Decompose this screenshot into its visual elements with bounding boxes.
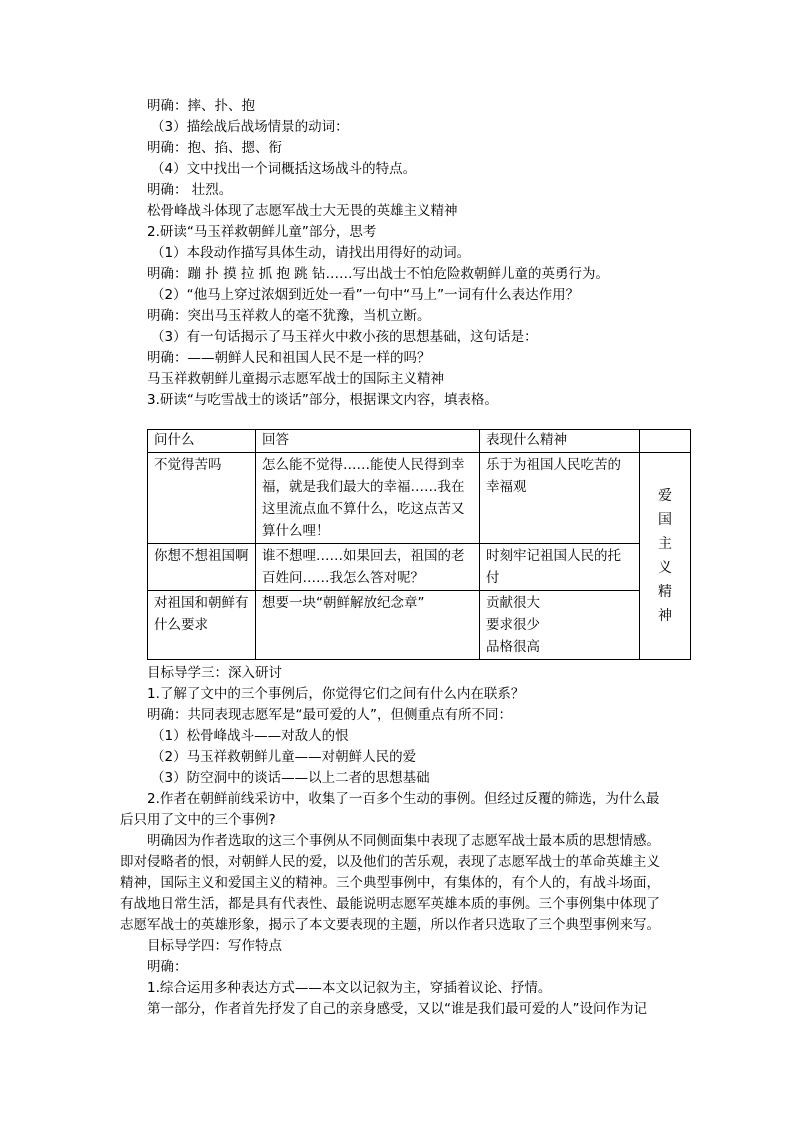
text-line: （2）“他马上穿过浓烟到近处一看”一句中“马上”一词有什么表达作用？: [151, 287, 580, 303]
question-cell: 对祖国和朝鲜有什么要求: [148, 591, 256, 660]
text-line: 明确：摔、扑、抱: [147, 98, 255, 114]
text-line: 松骨峰战斗体现了志愿军战士大无畏的英雄主义精神: [147, 203, 458, 219]
spirit-cell: 乐于为祖国人民吃苦的幸福观: [480, 453, 640, 544]
text-line: 3.研读“与吃雪战士的谈话”部分，根据课文内容，填表格。: [147, 392, 498, 408]
spirit-cell: [480, 591, 640, 660]
table-header-cell: 表现什么精神: [480, 430, 640, 453]
text-line: 明确： 壮烈。: [147, 182, 233, 198]
text-line: 明确：突出马玉祥救人的毫不犹豫，当机立断。: [147, 308, 431, 324]
text-line: 明确：: [147, 959, 188, 975]
text-line: 即对侵略者的恨，对朝鲜人民的爱，以及他们的苦乐观，表现了志愿军战士的革命英雄主义: [120, 854, 660, 870]
text-line: 1.了解了文中的三个事例后，你觉得它们之间有什么内在联系？: [147, 686, 525, 702]
text-line: 2.作者在朝鲜前线采访中，收集了一百多个生动的事例。但经过反覆的筛选，为什么最: [147, 791, 660, 807]
text-line: 2.研读“马玉祥救朝鲜儿童”部分，思考: [147, 224, 377, 240]
table-header-cell: [640, 430, 691, 453]
table-row: [148, 544, 691, 591]
spirit-summary-cell: [640, 453, 691, 660]
spirit-line: 要求很少: [486, 617, 540, 633]
text-line: 志愿军战士的英雄形象，揭示了本文要表现的主题，所以作者只选取了三个典型事例来写。: [120, 917, 660, 933]
section-title: 目标导学三：深入研讨: [147, 665, 282, 681]
answer-cell: 怎么能不觉得……能使人民得到幸福，就是我们最大的幸福……我在这里流点血不算什么，吃这点苦又算什么哩！: [256, 453, 480, 544]
text-line: （3）防空洞中的谈话——以上二者的思想基础: [151, 770, 430, 786]
spirit-line: 贡献很大: [486, 595, 540, 611]
table-header-row: [148, 430, 691, 453]
text-line: 明确：共同表现志愿军是“最可爱的人”，但侧重点有所不同：: [147, 707, 512, 723]
spirit-summary-text: 爱国主义精神: [658, 488, 672, 624]
spirit-table: [147, 429, 691, 660]
text-line: （3）描绘战后战场情景的动词：: [151, 119, 349, 135]
answer-cell: 谁不想哩……如果回去，祖国的老百姓问……我怎么答对呢？: [256, 544, 480, 591]
text-line: （4）文中找出一个词概括这场战斗的特点。: [151, 161, 417, 177]
table-header-cell: 回答: [256, 430, 480, 453]
text-line: 精神，国际主义和爱国主义的精神。三个典型事例中，有集体的，有个人的，有战斗场面，: [120, 875, 660, 891]
spirit-line: 品格很高: [486, 639, 540, 655]
text-line: 第一部分，作者首先抒发了自己的亲身感受，又以“谁是我们最可爱的人”设问作为记: [147, 1001, 647, 1017]
table-row: [148, 591, 691, 660]
text-line: （1）本段动作描写具体生动，请找出用得好的动词。: [151, 245, 471, 261]
text-line: 后只用了文中的三个事例?: [120, 812, 276, 828]
text-line: （3）有一句话揭示了马玉祥火中救小孩的思想基础，这句话是：: [151, 329, 538, 345]
answer-cell: 想要一块“朝鲜解放纪念章”: [256, 591, 480, 660]
text-line: 明确因为作者选取的这三个事例从不同侧面集中表现了志愿军战士最本质的思想情感。: [147, 833, 660, 849]
text-line: 1.综合运用多种表达方式——本文以记叙为主，穿插着议论、抒情。: [147, 980, 552, 996]
question-cell: 不觉得苦吗: [148, 453, 256, 544]
table-row: [148, 453, 691, 544]
text-line: 明确：抱、掐、摁、衔: [147, 140, 282, 156]
section-title: 目标导学四：写作特点: [147, 938, 282, 954]
text-line: （2）马玉祥救朝鲜儿童——对朝鲜人民的爱: [151, 749, 417, 765]
text-line: 明确：——朝鲜人民和祖国人民不是一样的吗？: [147, 350, 431, 366]
table-header-cell: 问什么: [148, 430, 256, 453]
text-line: （1）松骨峰战斗——对敌人的恨: [151, 728, 349, 744]
spirit-cell: 时刻牢记祖国人民的托付: [480, 544, 640, 591]
text-line: 马玉祥救朝鲜儿童揭示志愿军战士的国际主义精神: [147, 371, 444, 387]
text-line: 有战地日常生活，都是具有代表性、最能说明志愿军英雄本质的事例。三个事例集中体现了: [120, 896, 660, 912]
question-cell: 你想不想祖国啊: [148, 544, 256, 591]
text-line: 明确：蹦 扑 摸 拉 抓 抱 跳 钻……写出战士不怕危险救朝鲜儿童的英勇行为。: [147, 266, 610, 282]
